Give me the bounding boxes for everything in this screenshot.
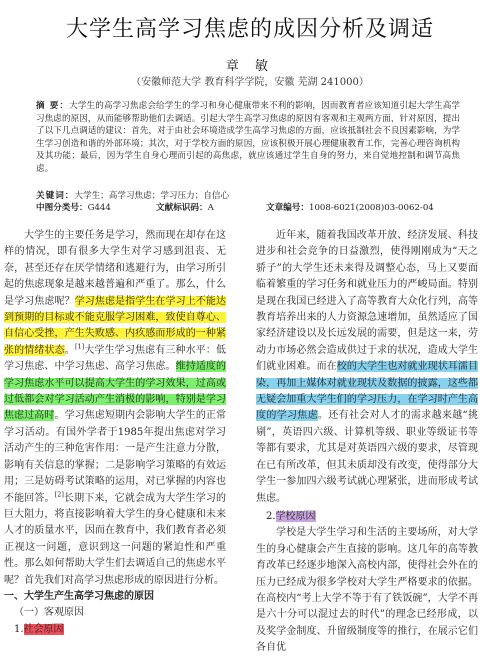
article-label: 文章编号：: [266, 203, 309, 213]
clc-number: [36, 202, 111, 214]
author-affiliation: （安徽师范大学 教育科学学院，安徽 芜湖 241000）: [131, 77, 369, 88]
subsection-objective: （一）客观原因: [14, 607, 84, 619]
highlight-purple-school: 学校原因: [275, 510, 316, 522]
abstract: [36, 100, 460, 176]
section-heading-1-text: 一、大学生产生高学习焦虑的原因: [4, 590, 154, 602]
keywords-text: 大学生；高学习焦虑；学习压力；自信心: [74, 191, 230, 201]
left-paragraph-1: [4, 228, 226, 589]
citation-1: [1]: [74, 342, 85, 351]
citation-2: [2]: [54, 490, 64, 499]
paper-title: 大学生高学习焦虑的成因分析及调适: [65, 17, 434, 42]
right-text-intro: 近年来，随着我国改革开放、经济发展、科技进步和社会竞争的日益激烈，使得刚刚成为“天之骄子”的大学生还未来得及调整心态，马上又要面临着繁重的学习任务和就业压力的严峻局面。特别是现在我国已经进入了高等教育大众化行列，高等教育培养出来的人力资源急速增加，虽然适应了国家经济建设以及长远发展的需要，但是这一来，劳动力市场必然会造成供过于求的状况，造成大学生们就业困难。而在: [256, 230, 478, 373]
subsection-social: [4, 622, 226, 638]
clc-label: 中图分类号：: [36, 203, 88, 213]
left-text-levels: 大学生学习焦虑有三种水平：低学习焦虑、中学习焦虑、高学习焦虑。: [4, 344, 227, 373]
section-heading-1: [4, 589, 226, 605]
highlight-red-social: 社会原因: [23, 623, 64, 635]
left-column: [4, 228, 226, 638]
right-column: [256, 228, 478, 657]
doc-label: 文献标识码：: [156, 203, 208, 213]
subsection-social-number: 1.: [14, 623, 24, 635]
subsection-school: [256, 509, 478, 525]
left-text-harm: 。学习焦虑短期内会影响大学生的正常学习活动。有国外学者于1985年提出焦虑对学习活动产生的三种危害作用：一是产生注意力分散，影响有关信息的掌握；二是影响学习策略的有效运用；三是妨碍考试策略的运用，对已掌握的内容也不能回答。: [4, 410, 227, 504]
clc-value: G444: [87, 203, 111, 213]
highlight-green-effect: 维持适度的学习焦虑水平可以提高大学生的学习效果，过高或过低都会对学习活动产生消极的影响，特别是学习焦虑过高时: [4, 361, 227, 422]
highlight-blue-employment: 校的大学生也对就业现状耳濡目染，再加上媒体对就业现状及数据的披露，这些都无疑会加重大学生们的学习压力，在学习时产生高度的学习焦虑: [256, 361, 479, 422]
left-text-intro: 大学生的主要任务是学习，然而现在却存在这样的情况，即有很多大学生对学习感到沮丧、无奈，甚至还存在厌学情绪和逃避行为，由学习所引起的焦虑现象是越来越普遍和严重了。那么，什么是学习焦虑呢？: [4, 230, 226, 307]
author-name: 章 敏: [225, 59, 275, 74]
right-paragraph-1: [256, 228, 478, 507]
left-text-period: 。: [64, 344, 75, 356]
article-number: [266, 202, 434, 214]
abstract-label: 摘 要：: [36, 101, 70, 111]
abstract-text: 大学生的高学习焦虑会给学生的学习和身心健康带来不利的影响，因而教育者应该知道引起大学生高学习焦虑的原因，从而能够帮助他们去调适。引起大学生高学习焦虑的原因有客观和主观两方面，针对原因，提出了以下几点调适的建议：首先，对于由社会环境造成学生高学习焦虑的方面，应该抵制社会不良因素影响，为学生学习创造和谐的外部环境；其次，对于学校方面的原因，应该积极开展心理健康教育工作，完善心理咨询机构及其功能；最后，因为学生自身心理而引起的高焦虑，就应该通过学生自身的努力，来自觉地控制和调节高焦虑。: [36, 101, 460, 174]
left-text-conclusion: 长期下来，它就会成为大学生学习的巨大阻力，将直接影响着大学生的身心健康和未来人才的质量水平，因而在教育中，我们教育者必须正视这一问题，意识到这一问题的紧迫性和严重性。那么如何帮助大学生们去调适自己的焦虑水平呢？首先我们对高学习焦虑形成的原因进行分析。: [4, 492, 227, 586]
right-text-requirements: 。还有社会对人才的需求越来越“挑剔”，英语四六级、计算机等级、职业等级证书等等都有要求，尤其是对英语四六级的要求，尽管现在已有所改革，但其未质却没有改变，使得部分大学生一参加四六级考试就心理紧张，进而形成考试焦虑。: [256, 410, 478, 504]
keywords: [36, 190, 466, 202]
subsection-school-number: 2.: [266, 510, 276, 522]
doc-code: [156, 202, 214, 214]
keywords-label: 关键词：: [36, 191, 75, 201]
highlight-yellow-definition: 学习焦虑是指学生在学习上不能达到预期的目标或不能克服学习困难，致使自尊心、自信心受挫，产生失败感、内疚感而形成的一种紧张的情绪状态: [4, 295, 227, 356]
article-value: 1008-6021(2008)03-0062-04: [308, 203, 434, 213]
doc-value: A: [207, 203, 214, 213]
right-paragraph-2: 学校是大学生学习和生活的主要场所，对大学生的身心健康会产生直接的影响。这几年的高等教育改革已经逐步地深入高校内部，使得社会外在的压力已经成为很多学校对大学生严格要求的依据。在高校内“考上大学不等于有了铁饭碗”，大学不再是六十分可以混过去的时代”的理念已经形成，以及奖学金制度、升留级制度等的推行，在展示它们各自优: [256, 527, 478, 654]
